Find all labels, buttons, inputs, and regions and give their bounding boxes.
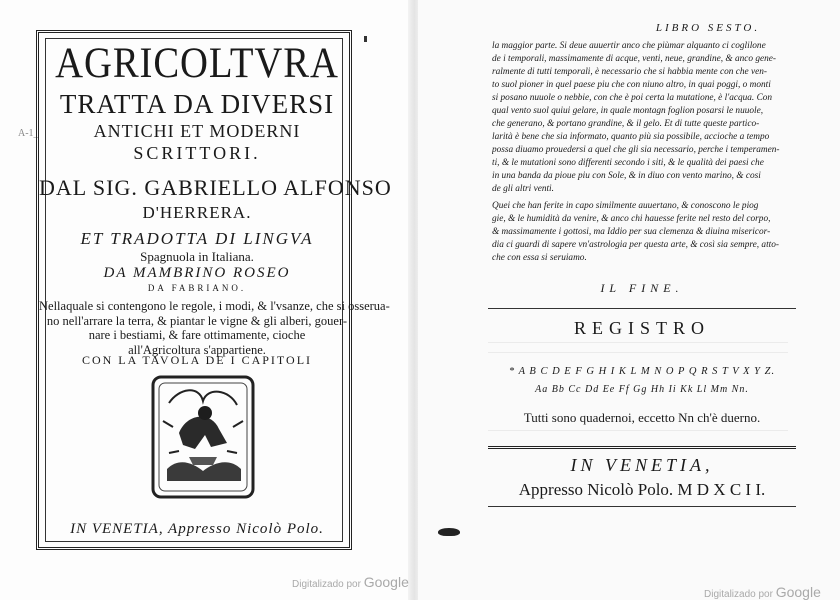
translation-line-2: Spagnuola in Italiana. [140, 249, 254, 264]
description-line-4: all'Agricoltura s'appartiene. [128, 342, 266, 357]
translation-line-1: ET TRADOTTA DI LINGVA [80, 229, 314, 248]
right-page-colophon [418, 0, 840, 600]
bleed-through [488, 342, 788, 343]
watermark-prefix: Digitalizado por [292, 579, 361, 590]
title-frame [36, 30, 392, 550]
imprint-line: IN VENETIA, Appresso Nicolò Polo. [70, 521, 324, 537]
google-watermark-right [704, 584, 821, 600]
title-line-1: AGRICOLTVRA [55, 40, 339, 87]
description-line-2: no nell'arrare la terra, & piantar le vigne & gli alberi, gouer- [46, 313, 348, 328]
left-page-title [0, 0, 412, 600]
body-line: Quei che han ferite in capo similmente auuertano, & conoscono le piog [492, 201, 759, 211]
colophon-appresso: Appresso Nicolò Polo. M D X C I I. [518, 480, 766, 499]
bleed-through [488, 352, 788, 353]
tavola-line: CON LA TAVOLA DE I CAPITOLI [81, 353, 313, 367]
register-quadernoni: Tutti sono quadernoi, eccetto Nn ch'è duerno. [523, 410, 761, 425]
title-line-2: TRATTA DA DIVERSI [59, 89, 335, 119]
body-line: dia ci guardi di sapere vn'astrologia per questa arte, & così sia sempre, atto- [492, 240, 779, 250]
body-line: & massimamente i gottosi, ma Iddio per sua clemenza & diuina misericor- [492, 227, 771, 237]
body-line: si posano nuuole o nebbie, con che è poi certa la mutatione, è l'acqua. Con [492, 93, 773, 103]
title-line-3: ANTICHI ET MODERNI [93, 121, 301, 141]
printer-device-woodcut-icon [149, 373, 257, 501]
description-line-1: Nellaquale si contengono le regole, i modi, & l'vsanze, che si osserua- [39, 299, 390, 313]
running-head: LIBRO SESTO. [655, 22, 761, 34]
registro-heading: REGISTRO [573, 318, 710, 338]
body-line: ralmente di tutti temporali, è necessario che si habbia mente con che ven- [492, 67, 767, 77]
google-logo: Google [775, 584, 821, 600]
margin-dot [364, 36, 367, 42]
ink-smudge [438, 528, 460, 536]
bleed-through [488, 430, 788, 431]
translator-line-2: DA FABRIANO. [147, 283, 247, 293]
rule-bottom [488, 506, 796, 507]
register-alphabet-double: Aa Bb Cc Dd Ee Ff Gg Hh Ii Kk Ll Mm Nn. [535, 384, 749, 395]
margin-mark: A-1_ [18, 128, 39, 139]
body-line: de gli altri venti. [492, 184, 554, 194]
body-line: qual vento suol quiui gelare, in quale montagn foglion posarsi le nuuole, [492, 106, 764, 116]
colophon-venetia: IN VENETIA, [570, 455, 714, 475]
google-watermark-left [292, 574, 409, 590]
il-fine: IL FINE. [600, 281, 684, 295]
google-logo: Google [363, 574, 409, 590]
register-alphabet-upper: * A B C D E F G H I K L M N O P Q R S T V X Y Z. [508, 366, 776, 377]
body-line: to suol pioner in quel paese piu che con niuno altro, in quai poggi, o monti [492, 80, 771, 90]
rule-top [488, 308, 796, 309]
description-line-3: nare i bestiami, & fare ottimamente, cioche [88, 328, 306, 342]
body-line: larità è bene che sia informato, quanto più sia possibile, accioche a tempo [492, 132, 770, 142]
body-line: che con essa si seruiamo. [492, 253, 587, 263]
body-line: possa diuamo prouedersi a quel che gli sia necessario, perche i temperamen- [492, 145, 780, 155]
translator-line-1: DA MAMBRINO ROSEO [103, 265, 291, 281]
body-line: ti, & le mutationi sono differenti secondo i siti, & le qualità dei paesi che [492, 158, 764, 168]
title-line-4: SCRITTORI. [133, 143, 261, 163]
body-line: in una banda da pioue piu con Sole, & in diuo con vento marino, & cosi [492, 171, 761, 181]
description [39, 299, 390, 357]
author-line-2: D'HERRERA. [142, 203, 252, 222]
body-line: gie, & le humidità da venire, & anco chi hauesse ferite nel resto del corpo, [492, 214, 771, 224]
body-line: la maggior parte. Si deue auuertir anco che piùmar alquanto ci coglilone [492, 41, 766, 51]
author-line-1: DAL SIG. GABRIELLO ALFONSO [39, 175, 392, 200]
watermark-prefix: Digitalizado por [704, 589, 773, 600]
body-line: de i temporali, massimamente di acque, venti, neue, grandine, & anco gene- [492, 54, 777, 64]
rule-double [488, 446, 796, 449]
body-line: che generano, & portano grandine, & il gelo. Et di tutte queste partico- [492, 119, 760, 129]
